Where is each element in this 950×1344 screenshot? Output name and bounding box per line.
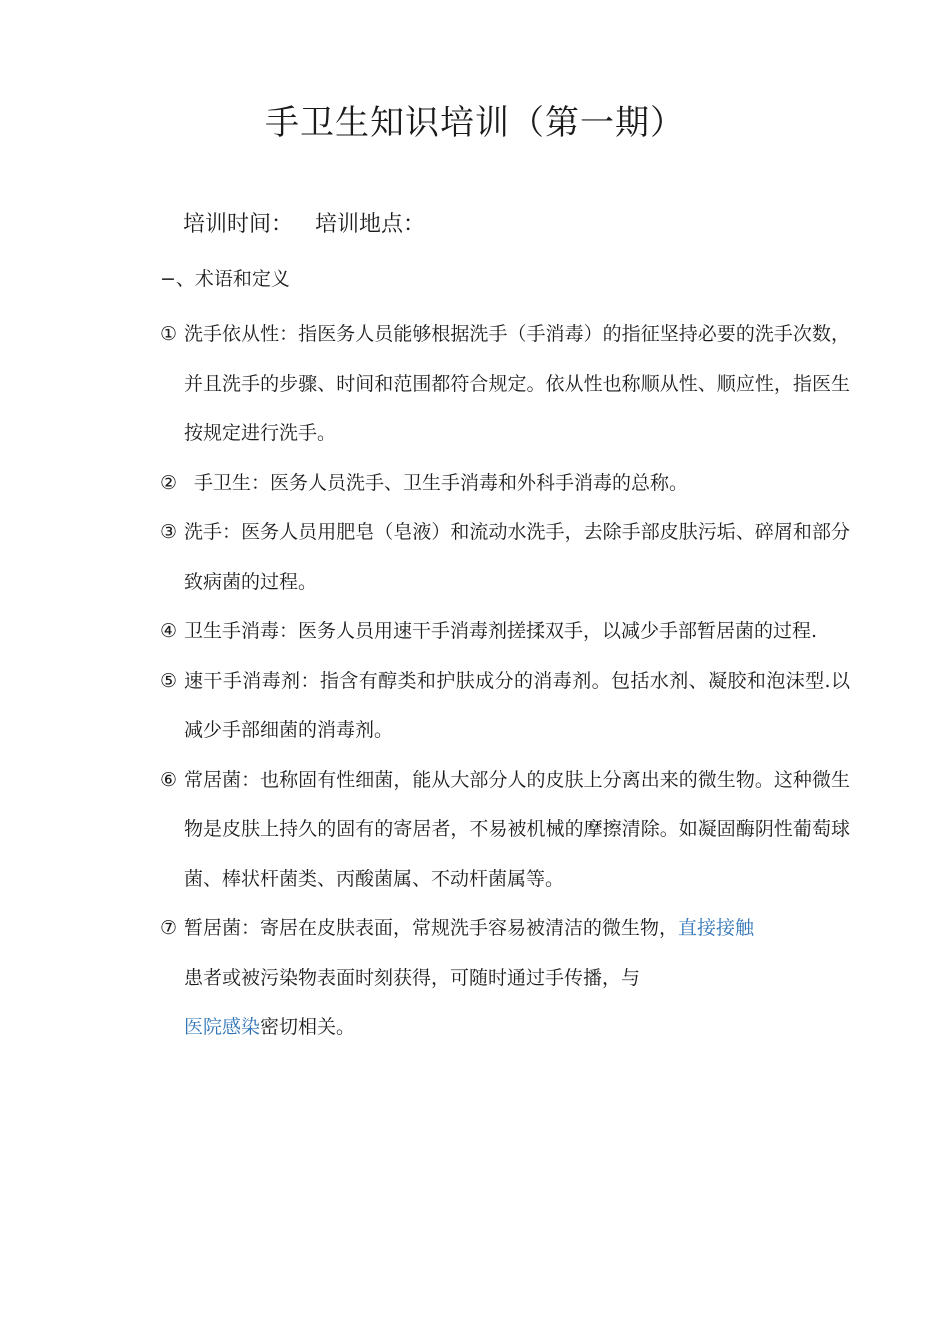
definition-text: 洗手：医务人员用肥皂（皂液）和流动水洗手，去除手部皮肤污垢、碎屑和部分致病菌的过程。 (184, 521, 850, 593)
definition-item (160, 904, 850, 1053)
definition-text: 密切相关。 (260, 1016, 356, 1038)
section-heading: −、术语和定义 (160, 268, 290, 290)
definition-text-line (184, 1003, 850, 1053)
definition-item (160, 310, 850, 459)
definitions-list (160, 310, 850, 1053)
definition-number: ② (160, 471, 178, 494)
training-time-label: 培训时间： (183, 212, 294, 237)
definition-item (160, 607, 850, 657)
definition-item (160, 508, 850, 607)
definition-text: 卫生手消毒：医务人员用速干手消毒剂搓揉双手，以减少手部暂居菌的过程. (184, 620, 818, 642)
definition-number: ④ (160, 620, 178, 642)
definition-number: ⑤ (160, 669, 178, 692)
training-meta (183, 205, 425, 245)
definition-item (160, 459, 850, 509)
definition-text-line: 患者或被污染物表面时刻获得，可随时通过手传播，与 (184, 966, 641, 989)
definition-text: 手卫生：医务人员洗手、卫生手消毒和外科手消毒的总称。 (194, 471, 689, 494)
link-hospital-infection[interactable]: 医院感染 (184, 1016, 261, 1038)
definition-item (160, 756, 850, 905)
definition-number: ③ (160, 521, 178, 543)
definition-item (160, 657, 850, 756)
definition-number: ⑥ (160, 768, 178, 791)
definition-text: 常居菌：也称固有性细菌，能从大部分人的皮肤上分离出来的微生物。这种微生物是皮肤上持久的固有的寄居者，不易被机械的摩擦清除。如凝固酶阴性葡萄球菌、棒状杆菌类、丙酸菌属、不动杆菌属等。 (184, 768, 850, 890)
definition-text: 暂居菌：寄居在皮肤表面，常规洗手容易被清洁的微生物， (184, 917, 679, 939)
training-place-label: 培训地点： (315, 212, 426, 237)
document-title: 手卫生知识培训（第一期） (265, 103, 685, 143)
definition-number: ⑦ (160, 917, 178, 939)
definition-text: 洗手依从性：指医务人员能够根据洗手（手消毒）的指征坚持必要的洗手次数，并且洗手的步骤、时间和范围都符合规定。依从性也称顺从性、顺应性，指医生按规定进行洗手。 (184, 323, 850, 444)
link-direct-contact[interactable]: 直接接触 (678, 917, 755, 939)
definition-text: 速干手消毒剂：指含有醇类和护肤成分的消毒剂。包括水剂、凝胶和泡沫型.以减少手部细菌的消毒剂。 (184, 669, 850, 741)
definition-number: ① (160, 323, 178, 345)
